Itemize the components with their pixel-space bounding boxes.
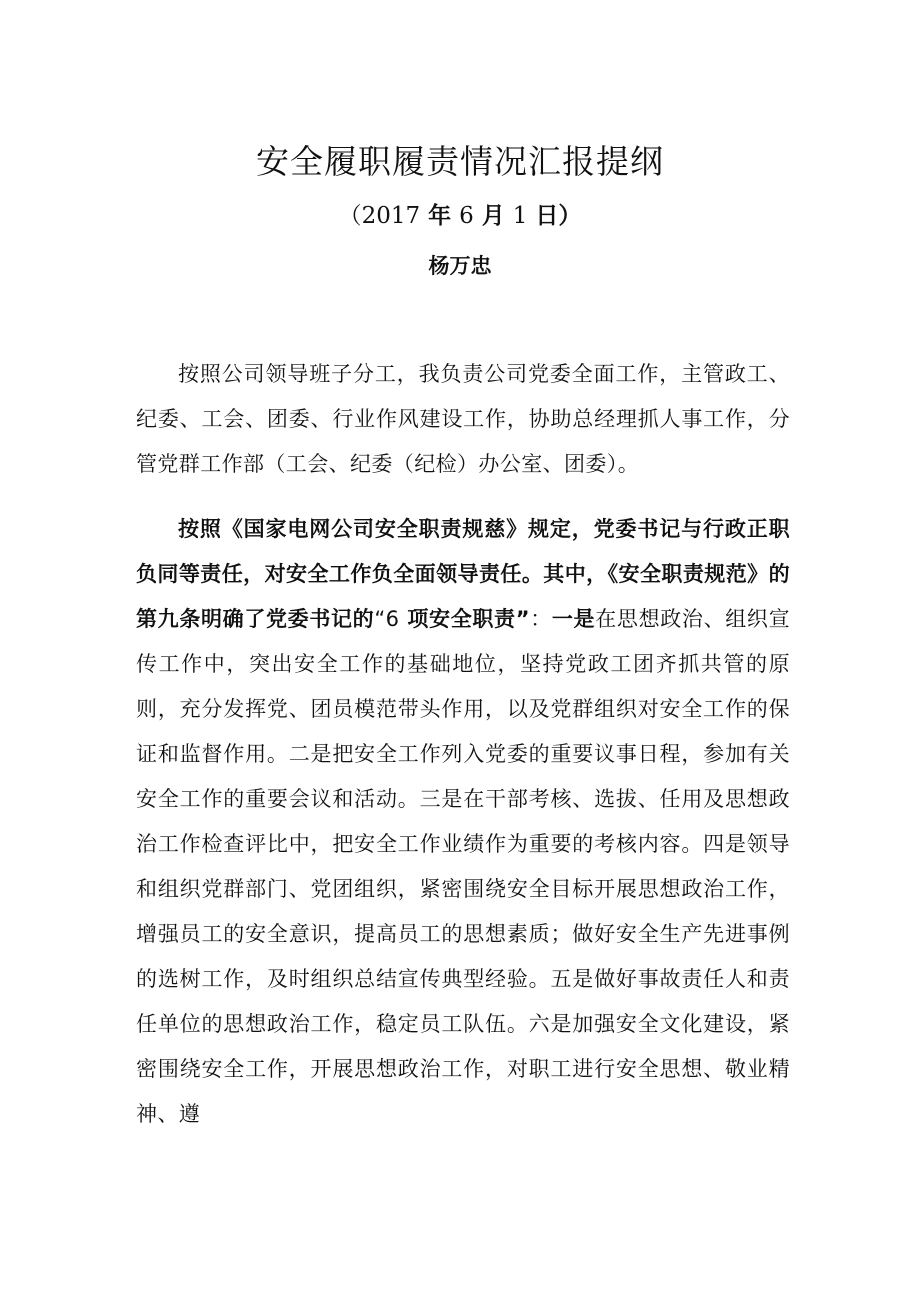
date-month-unit: 月 [473,203,513,229]
paragraph-bold-intro: 按照《国家电网公司安全职责规慈》规定，党委书记与行政正职负同等责任，对安全工作负全面领导责任。其中，《安全职责规范》的第九条明确了党委书记的 [136,517,790,631]
paragraph-division-of-work: 按照公司领导班子分工，我负责公司党委全面工作，主管政工、纪委、工会、团委、行业作风建设工作，协助总经理抓人事工作，分管党群工作部（工会、纪委（纪检）办公室、团委）。 [136,362,790,476]
date-month: 6 [459,203,474,229]
document-date [0,197,920,230]
date-day: 1 [512,203,528,229]
date-day-unit: 日） [527,203,582,229]
date-open: （ [338,203,362,229]
date-year: 2017 [361,203,421,229]
first-item-label: 一是 [551,607,596,631]
date-year-unit: 年 [420,203,460,229]
document-author: 杨万忠 [428,254,492,278]
quote-rest: 项安全职责” [399,607,530,631]
paragraph-rest: 在思想政治、组织宣传工作中，突出安全工作的基础地位，坚持党政工团齐抓共管的原则，充分发挥党、团员模范带头作用，以及党群组织对安全工作的保证和监督作用。二是把安全工作列入党委的重要议事日程，参加有关安全工作的重要会议和活动。三是在干部考核、选拔、任用及思想政治工作检查评比中，把安全工作业绩作为重要的考核内容。四是领导和组织党群部门、党团组织，紧密围绕安全目标开展思想政治工作，增强员工的安全意识，提高员工的思想素质；做好安全生产先进事例的选树工作，及时组织总结宣传典型经验。五是做好事故责任人和责任单位的思想政治工作，稳定员工队伍。六是加强安全文化建设，紧密围绕安全工作，开展思想政治工作，对职工进行安全思想、敬业精神、遵 [136,607,790,1126]
document-title: 安全履职履责情况汇报提纲 [256,142,664,181]
quote-number: 6 [385,607,400,631]
colon: ： [529,607,552,631]
paragraph-safety-responsibilities [136,507,790,1137]
quote-open: “ [374,607,386,631]
